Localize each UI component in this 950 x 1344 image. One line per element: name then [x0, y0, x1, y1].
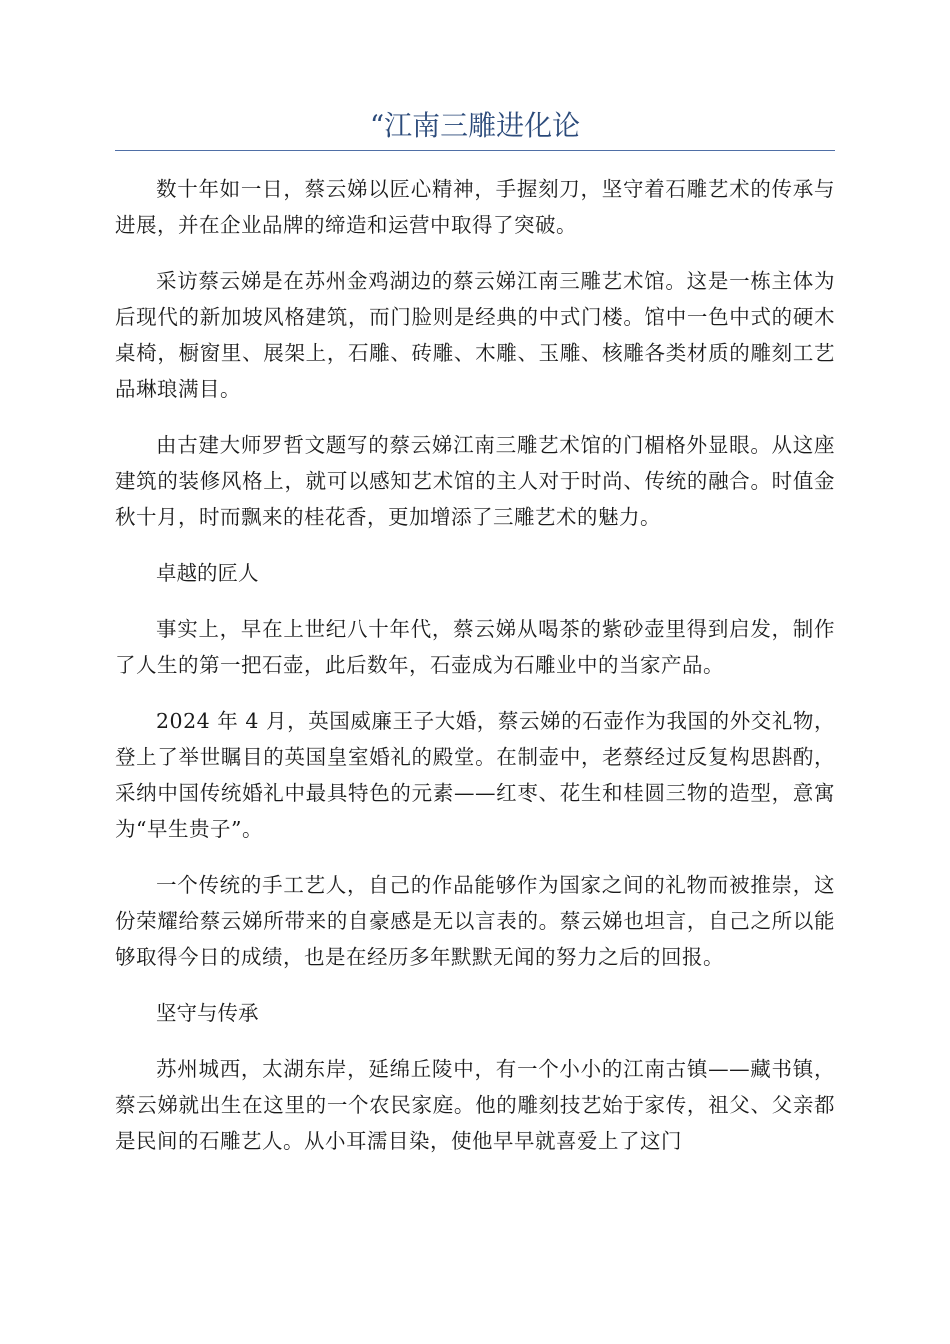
paragraph-stone-teapot: 事实上，早在上世纪八十年代，蔡云娣从喝茶的紫砂壶里得到启发，制作了人生的第一把石壶，此后数年，石壶成为石雕业中的当家产品。 — [115, 617, 835, 678]
paragraph-royal-wedding: 2024 年 4 月，英国威廉王子大婚，蔡云娣的石壶作为我国的外交礼物，登上了举世瞩目的英国皇室婚礼的殿堂。在制壶中，老蔡经过反复构思斟酌，采纳中国传统婚礼中最具特色的元素——红枣、花生和桂圆三物的造型，意寓为“早生贵子”。 — [115, 709, 835, 842]
document-body — [115, 171, 835, 1159]
paragraph-hometown: 苏州城西，太湖东岸，延绵丘陵中，有一个小小的江南古镇——藏书镇，蔡云娣就出生在这里的一个农民家庭。他的雕刻技艺始于家传，祖父、父亲都是民间的石雕艺人。从小耳濡目染，使他早早就喜爱上了这门 — [115, 1057, 835, 1154]
paragraph-lintel: 由古建大师罗哲文题写的蔡云娣江南三雕艺术馆的门楣格外显眼。从这座建筑的装修风格上，就可以感知艺术馆的主人对于时尚、传统的融合。时值金秋十月，时而飘来的桂花香，更加增添了三雕艺术的魅力。 — [115, 433, 835, 530]
document-page — [115, 108, 835, 1179]
paragraph-intro: 数十年如一日，蔡云娣以匠心精神，手握刻刀，坚守着石雕艺术的传承与进展，并在企业品牌的缔造和运营中取得了突破。 — [115, 177, 835, 238]
section-heading-craftsman: 卓越的匠人 — [156, 561, 259, 586]
paragraph-honor: 一个传统的手工艺人，自己的作品能够作为国家之间的礼物而被推崇，这份荣耀给蔡云娣所带来的自豪感是无以言表的。蔡云娣也坦言，自己之所以能够取得今日的成绩，也是在经历多年默默无闻的努力之后的回报。 — [115, 873, 835, 970]
paragraph-museum: 采访蔡云娣是在苏州金鸡湖边的蔡云娣江南三雕艺术馆。这是一栋主体为后现代的新加坡风格建筑，而门脸则是经典的中式门楼。馆中一色中式的硬木桌椅，橱窗里、展架上，石雕、砖雕、木雕、玉雕、核雕各类材质的雕刻工艺品琳琅满目。 — [115, 269, 835, 402]
section-heading-heritage: 坚守与传承 — [156, 1001, 259, 1026]
document-title: “江南三雕进化论 — [115, 108, 835, 151]
